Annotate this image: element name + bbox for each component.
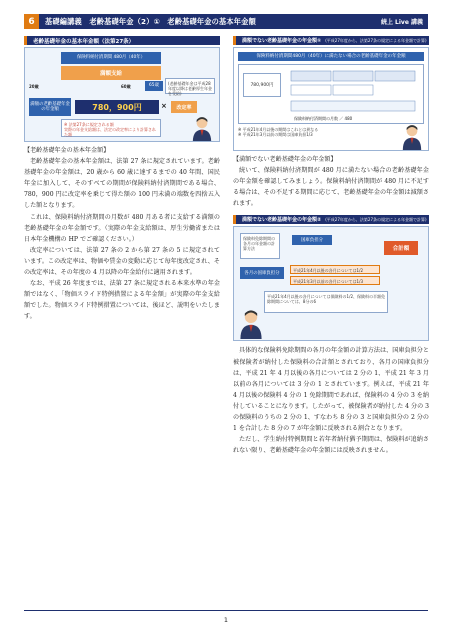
left-column xyxy=(24,36,220,323)
full-amount-label: 満額の老齢基礎年金の年金額 xyxy=(29,98,71,116)
lecturer-icon xyxy=(189,116,215,142)
calc-method-box: 保険料免除期間の各月の年金額の計算方法 xyxy=(240,233,280,259)
paragraph: これは、保険料納付済期間の月数が 480 月ある者に支給する満額の老齢基礎年金の年金額です。（実際の年金支給額は、厚生労働省または日本年金機構の HP でご確認ください。） xyxy=(24,213,220,243)
section-heading: 【満額でない老齢基礎年金の年金額】 xyxy=(233,156,337,163)
right-column xyxy=(233,36,429,456)
figure-note: ※ 法第27条に規定される額 実際の年金支給額は、法定の改定率により計算された額 xyxy=(61,119,161,137)
paragraph: 老齢基礎年金の基本年金額は、法第 27 条に規定されています。老齢基礎年金の年金額は、20 歳から 60 歳に達するまでの 40 年間、国民年金に加入して、そのすべての期間が保険料納付済期間である場合、780，900 円に改定率を乗じて得た額の 100 円未満の端数を四捨五入した額となります。 xyxy=(24,158,220,210)
amount-box: 780,900円 xyxy=(243,73,281,97)
age-65: 65歳 xyxy=(145,81,163,91)
paragraph: 改定率については、法第 27 条の 2 から第 27 条の 5 に規定されています。この改定率は、物価や賃金の変動に応じて毎年度改定され、その改定率は、その年度の 4 月以降の年金給付に適用されます。 xyxy=(24,246,220,277)
figure-title: 老齢基礎年金の基本年金額（法第27条） xyxy=(24,36,220,45)
full-amount-value: 780，900円 xyxy=(75,100,159,114)
age-60: 60歳 xyxy=(121,84,131,89)
paragraph: 続いて、保険料納付済期間が 480 月に満たない場合の老齢基礎年金の年金額を確認してみましょう。保険料納付済期間が 480 月に不足する場合は、その不足する期間に応じて、老齢基礎年金の年金額は減額されます。 xyxy=(233,167,429,208)
calc-formula: 保険料納付済期間の月数 ／ 480 xyxy=(294,116,353,121)
section-heading: 【老齢基礎年金の基本年金額】 xyxy=(24,147,110,154)
figure-note: 平成21年4月以後の各月については保険料の1/2、保険料の半額免除期間については、8分の6 xyxy=(264,291,388,313)
paragraph: 具体的な保険料免除期間の各月の年金額の計算方法は、国庫負担分と被保険者が納付した保険料の合計額とされており、各月の国庫負担分は、平成 21 年 4 月以後の各月については 2 分の 1、平成 21 年 3 月以前の各月については 3 分の 1 とされています。例えば、平成 21 年 4 月以後の保険料 4 分の 1 免除期間であれば、保険料の 4 分の 3 を納付していることになります。したがって、被保険者が納付した 4 分の 3 の保険料のうちの 2 分の 1、すなわち 8 分の 3 と国庫負担分の 2 分の 1 を合計した 8 分の 7 が年金額に反映される割合となります。 xyxy=(233,347,429,433)
age-65-note: (老齢基礎年金は平成28年度以降は老齢厚生年金を受給) xyxy=(165,78,215,94)
total-label: 合計額 xyxy=(384,241,418,255)
figure-note: ※ 平成21年4月以後の期間はこれとは異なる ※ 平成21年3月以前の期間は国庫負担1/3 xyxy=(238,127,319,137)
basic-amount-figure xyxy=(24,47,220,142)
revision-rate: 改定率 xyxy=(171,101,197,113)
left-body-text xyxy=(24,145,220,323)
page xyxy=(24,14,428,630)
header-brand: 続上 Live 講義 xyxy=(380,19,423,26)
figure-title-text: 満額でない老齢基礎年金の年金額① xyxy=(242,38,322,44)
figure-subtitle: (平成27年度から、法第27条の規定による年金額で計算) xyxy=(325,216,427,222)
figure-heading: 保険料納付済期間480月（40年）に満たない場合の老齢基礎年金の年金額 xyxy=(238,52,424,61)
figure-title-text: 満額でない老齢基礎年金の年金額② xyxy=(242,217,322,224)
full-payment-label: 満額支給 xyxy=(61,66,161,80)
before-2009-row: 平成21年3月以前の各月については1/3 xyxy=(290,276,380,285)
figure-subtitle: (平成27年度から、法第27条の規定による年金額で計算) xyxy=(325,37,427,43)
reduced-amount-figure-1 xyxy=(233,47,429,151)
lecturer-icon xyxy=(238,309,264,339)
paragraph: ただし、学生納付特例期間と若年者納付猶予期間は、保険料が追納されない限り、老齢基礎年金の年金額には反映されません。 xyxy=(233,436,429,455)
payment-period-bar: 保険料納付済期間 480月（40年） xyxy=(61,52,161,64)
right-body-text-1 xyxy=(233,154,429,209)
times-sign: × xyxy=(161,102,167,110)
footer-divider xyxy=(24,610,428,611)
paragraph: なお、平成 26 年度までは、法第 27 条に規定される本来水準の年金額ではなく、「物価スライド特例措置による年金額」が実際の年金支給額でした。物価スライド特例措置については、後ほど、説明をいたします。 xyxy=(24,280,220,321)
period-diagram xyxy=(238,64,424,124)
monthly-share-label: 各月の国庫負担分 xyxy=(240,267,284,279)
page-header xyxy=(24,14,428,29)
figure-title xyxy=(233,36,429,45)
lecturer-icon xyxy=(400,124,424,150)
age-20: 20歳 xyxy=(29,84,39,89)
figure-title xyxy=(233,215,429,224)
after-2009-row: 平成21年4月以後の各月については1/2 xyxy=(290,265,380,274)
page-title: 基礎編講義 老齢基礎年金（2）① 老齢基礎年金の基本年金額 xyxy=(45,16,256,26)
reduced-amount-figure-2 xyxy=(233,226,429,341)
national-share-label: 国庫負担分 xyxy=(292,235,332,245)
page-number: 1 xyxy=(223,616,229,624)
right-body-text-2 xyxy=(233,345,429,456)
section-number: 6 xyxy=(24,14,39,29)
